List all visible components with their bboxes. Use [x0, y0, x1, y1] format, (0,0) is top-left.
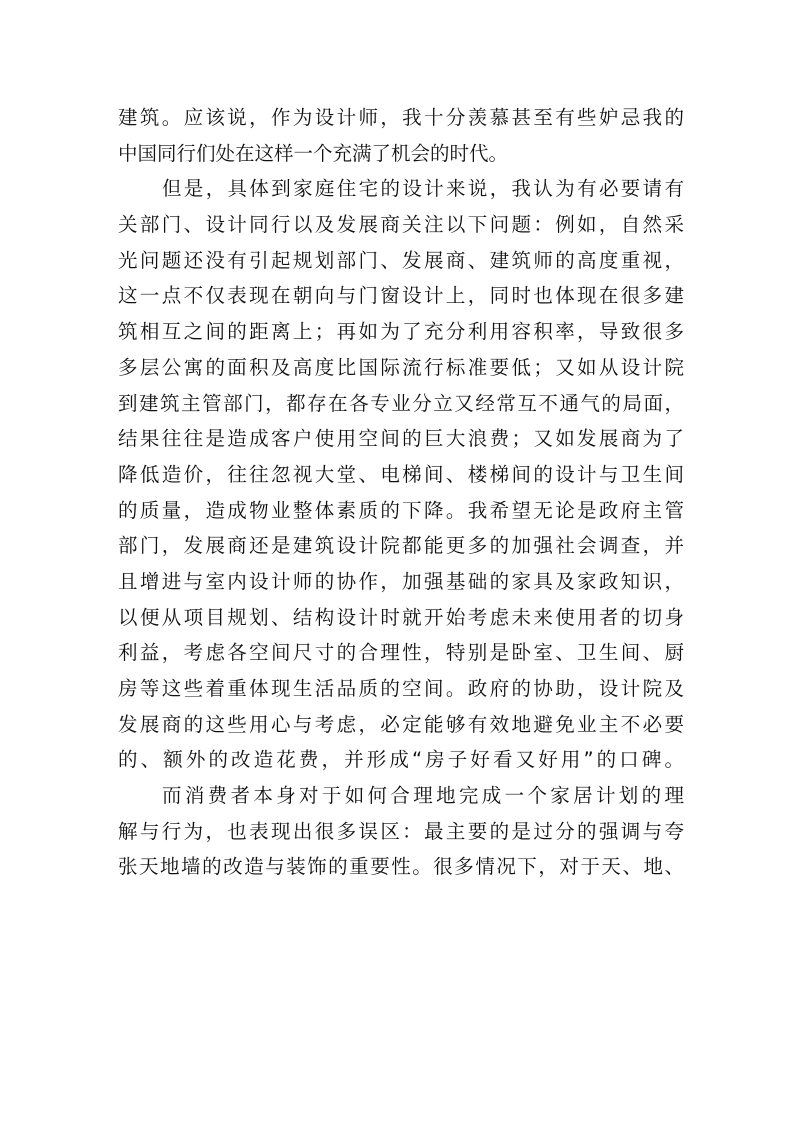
text-line: 结果往往是造成客户使用空间的巨大浪费；又如发展商为了 [118, 427, 684, 451]
text-line: 降低造价，往往忽视大堂、电梯间、楼梯间的设计与卫生间 [118, 462, 684, 486]
text-line: 建筑。应该说，作为设计师，我十分羡慕甚至有些妒忌我的 [118, 106, 684, 129]
paragraph-first-line: 而消费者本身对于如何合理地完成一个家居计划的理 [162, 784, 684, 808]
text-line: 关部门、设计同行以及发展商关注以下问题：例如，自然采 [118, 213, 684, 237]
text-line: 解与行为，也表现出很多误区：最主要的是过分的强调与夸 [118, 819, 684, 843]
body-text [118, 100, 684, 885]
text-line: 的质量，造成物业整体素质的下降。我希望无论是政府主管 [118, 498, 684, 522]
text-line: 这一点不仅表现在朝向与门窗设计上，同时也体现在很多建 [118, 284, 684, 308]
text-line: 房等这些着重体现生活品质的空间。政府的协助，设计院及 [118, 677, 684, 700]
text-line: 张天地墙的改造与装饰的重要性。很多情况下，对于天、地、 [118, 855, 684, 879]
text-line: 中国同行们处在这样一个充满了机会的时代。 [118, 141, 509, 165]
text-line: 光问题还没有引起规划部门、发展商、建筑师的高度重视， [118, 248, 684, 272]
text-line: 到建筑主管部门，都存在各专业分立又经常互不通气的局面， [118, 391, 684, 415]
text-line: 的、额外的改造花费，并形成“房子好看又好用”的口碑。 [118, 748, 684, 772]
text-line: 发展商的这些用心与考虑，必定能够有效地避免业主不必要 [118, 712, 684, 736]
paragraph-first-line: 但是，具体到家庭住宅的设计来说，我认为有必要请有 [162, 177, 684, 201]
text-line: 且增进与室内设计师的协作，加强基础的家具及家政知识， [118, 569, 684, 593]
text-line: 多层公寓的面积及高度比国际流行标准要低；又如从设计院 [118, 355, 684, 379]
text-line: 筑相互之间的距离上；再如为了充分利用容积率，导致很多 [118, 320, 684, 344]
text-line: 利益，考虑各空间尺寸的合理性，特别是卧室、卫生间、厨 [118, 641, 684, 665]
text-line: 部门，发展商还是建筑设计院都能更多的加强社会调查，并 [118, 534, 684, 558]
text-line: 以便从项目规划、结构设计时就开始考虑未来使用者的切身 [118, 605, 684, 629]
